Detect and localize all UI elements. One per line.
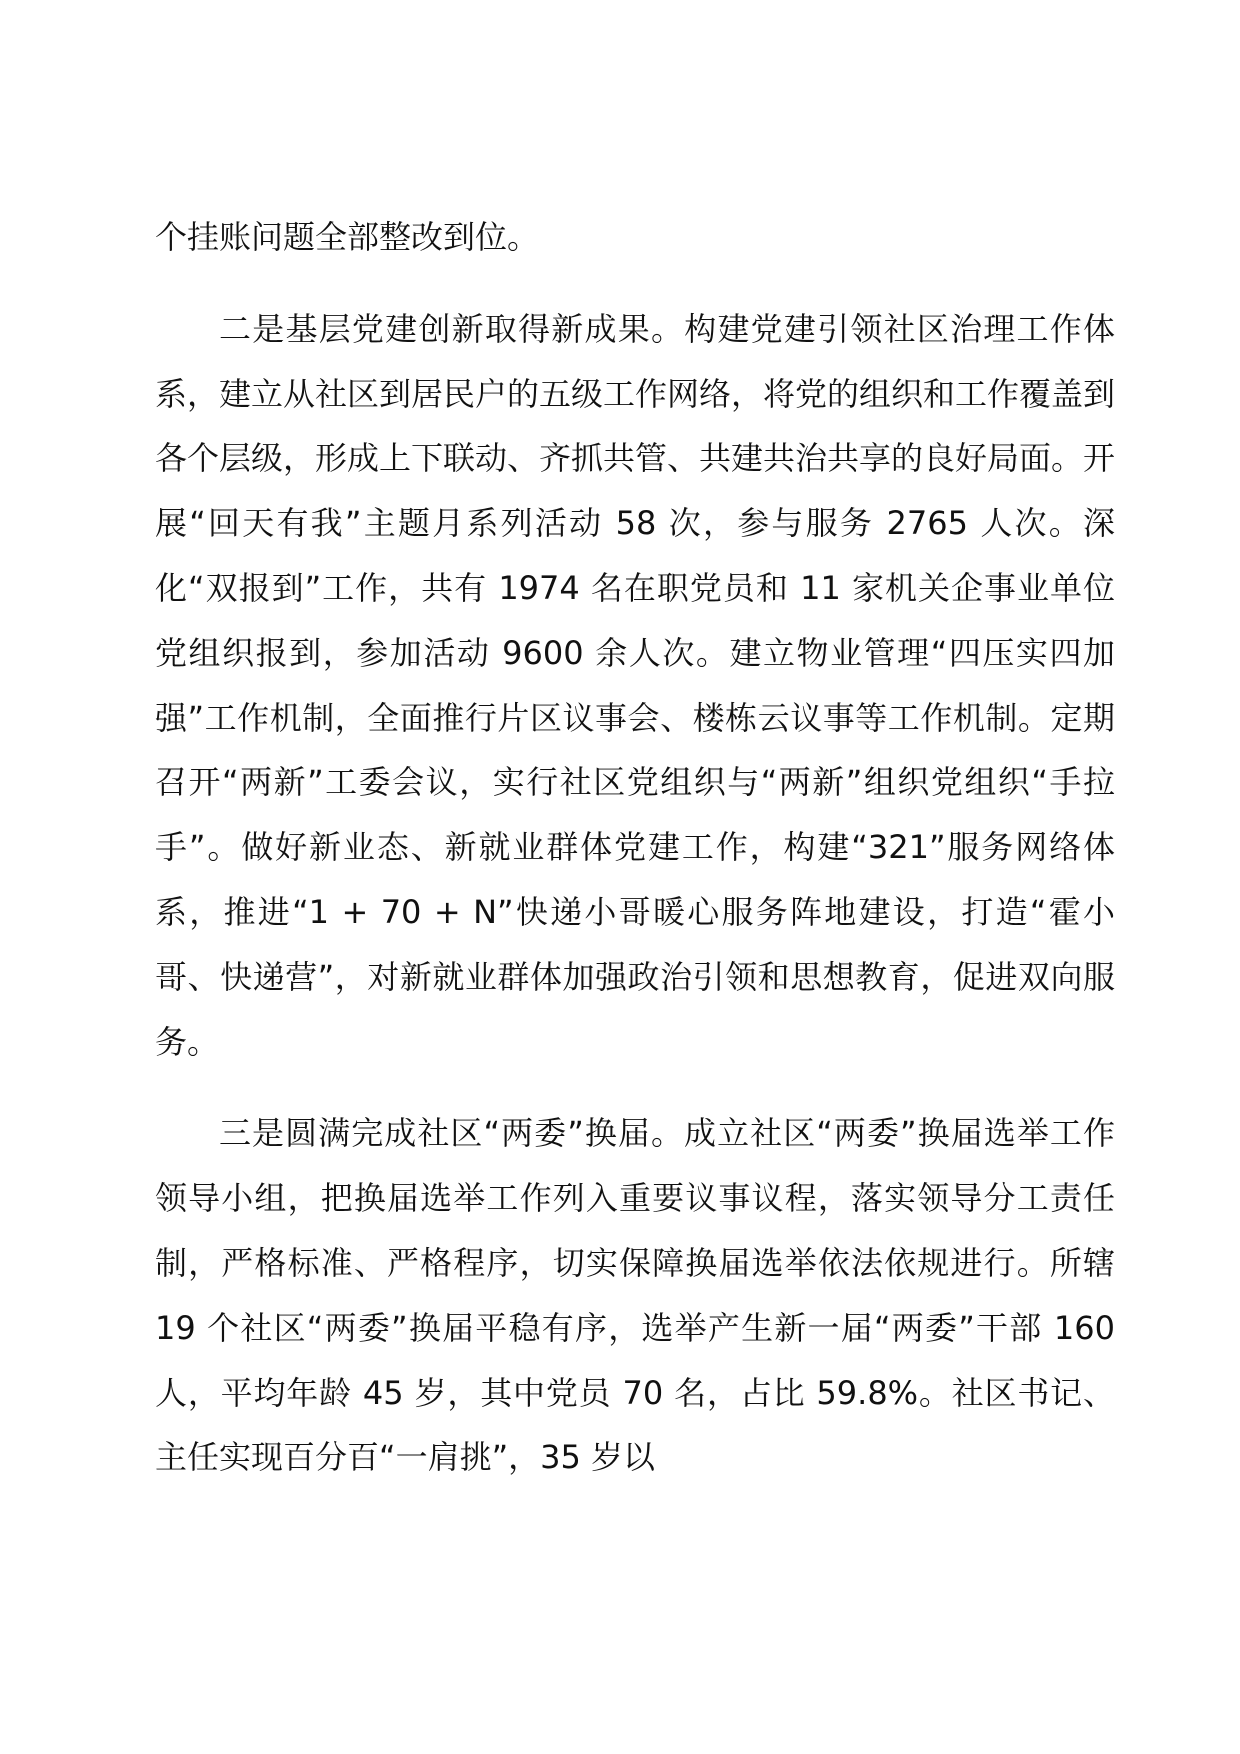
paragraph-party-building: 二是基层党建创新取得新成果。构建党建引领社区治理工作体系，建立从社区到居民户的五级工作网络，将党的组织和工作覆盖到各个层级，形成上下联动、齐抓共管、共建共治共享的良好局面。开展“回天有我”主题月系列活动 58 次，参与服务 2765 人次。深化“双报到”工作，共有 1974 名在职党员和 11 家机关企事业单位党组织报到，参加活动 9600 余人次。建立物业管理“四压实四加强”工作机制，全面推行片区议事会、楼栋云议事等工作机制。定期召开“两新”工委会议，实行社区党组织与“两新”组织党组织“手拉手”。做好新业态、新就业群体党建工作，构建“321”服务网络体系，推进“1 + 70 + N”快递小哥暖心服务阵地建设，打造“霍小哥、快递营”，对新就业群体加强政治引领和思想教育，促进双向服务。 [155,309,1116,1061]
paragraph-continuation: 个挂账问题全部整改到位。 [155,218,540,256]
paragraph-committee-election: 三是圆满完成社区“两委”换届。成立社区“两委”换届选举工作领导小组，把换届选举工作列入重要议事议程，落实领导分工责任制，严格标准、严格程序，切实保障换届选举依法依规进行。所辖 19 个社区“两委”换届平稳有序，选举产生新一届“两委”干部 160 人，平均年龄 45 岁，其中党员 70 名，占比 59.8%。社区书记、主任实现百分百“一肩挑”，35 岁以 [155,1114,1115,1477]
document-body [155,205,1115,1490]
